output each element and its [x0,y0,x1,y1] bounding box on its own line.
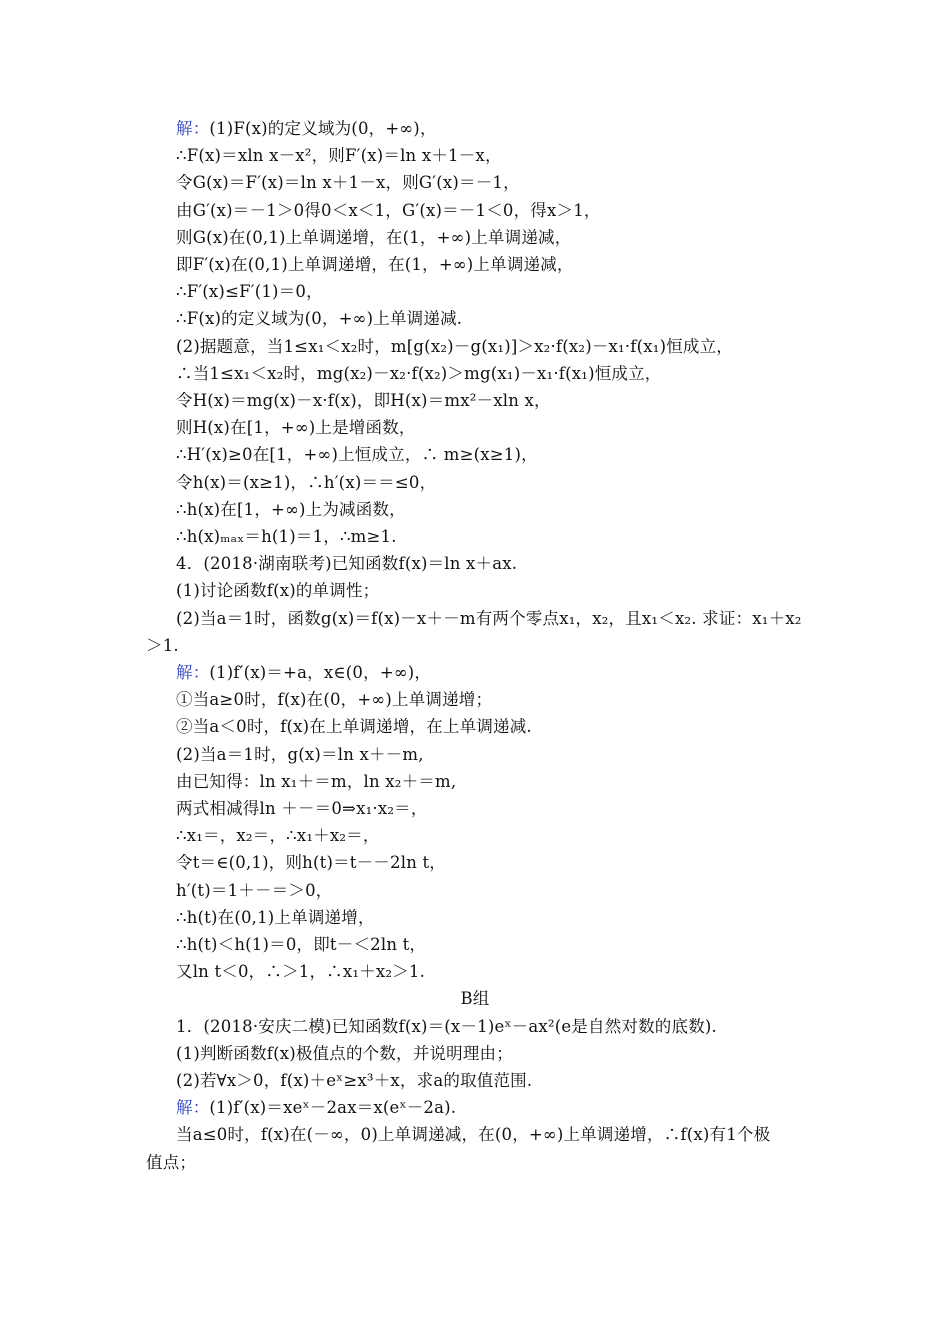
line-text: (1)F(x)的定义域为(0，+∞)， [209,119,437,138]
text-line [176,335,733,359]
solution-label: 解： [176,663,210,682]
line-text: 由已知得：ln x₁＋＝m，ln x₂＋＝m, [176,771,457,791]
line-text: 令G(x)＝F′(x)＝ln x＋1－x，则G′(x)＝－1， [176,173,520,193]
line-text: ∴F(x)的定义域为(0，+∞)上单调递减. [176,309,463,329]
line-text: (2)据题意，当1≤x₁＜x₂时，m[g(x₂)－g(x₁)]＞x₂·f(x₂)－x₁·f(x₁)恒成立， [176,336,734,356]
text-line [176,552,517,576]
text-line [176,1123,770,1147]
text-line [176,960,425,984]
line-text: (1)f′(x)＝xeˣ－2ax＝x(eˣ－2a). [209,1098,457,1118]
line-text: ∴h(x)ₘₐₓ＝h(1)＝1，∴m≥1. [176,527,397,546]
text-line [176,797,428,821]
text-line [176,525,397,549]
text-line [176,498,406,522]
text-line [176,144,502,168]
line-text: 值点； [146,1152,197,1172]
text-line [176,226,571,250]
text-line [176,171,520,195]
line-text: ∴x₁＝，x₂＝，∴x₁＋x₂＝， [176,826,380,846]
line-text: ∴h(t)在(0,1)上单调递增， [176,907,375,927]
text-line [146,1151,196,1175]
line-text: 1．(2018·安庆二模)已知函数f(x)＝(x－1)eˣ－ax²(e是自然对数的底数). [176,1016,717,1036]
text-line [176,1015,717,1039]
section-heading [0,987,950,1011]
text-line [176,743,424,767]
line-text: 即F′(x)在(0,1)上单调递增，在(1，+∞)上单调递减， [176,255,574,274]
solution-label: 解： [176,119,210,138]
line-text: 当a≤0时，f(x)在(－∞，0)上单调递减，在(0，+∞)上单调递增，∴f(x)有1个极 [176,1125,771,1145]
line-text: 令h(x)＝(x≥1)，∴h′(x)＝＝≤0， [176,472,437,492]
line-text: ∴F(x)＝xln x－x²，则F′(x)＝ln x＋1－x， [176,146,502,166]
line-text: (1)f′(x)＝+a，x∈(0，+∞)， [209,663,432,682]
line-text: 则G(x)在(0,1)上单调递增，在(1，+∞)上单调递减， [176,227,572,247]
line-text: 又ln t＜0，∴＞1，∴x₁＋x₂＞1. [176,962,426,982]
text-line [176,416,416,440]
line-text: 4．(2018·湖南联考)已知函数f(x)＝ln x＋ax. [176,554,518,574]
text-line [176,443,538,467]
text-line [176,607,802,631]
line-text: ∴h(x)在[1，+∞)上为减函数， [176,499,406,519]
line-text: B组 [460,989,490,1009]
line-text: (1)讨论函数f(x)的单调性； [176,581,380,601]
text-line [176,661,431,685]
text-line [176,280,323,304]
line-text: ∴F′(x)≤F′(1)＝0， [176,282,323,302]
text-line [176,389,551,413]
text-line [176,879,332,903]
line-text: ∴h(t)＜h(1)＝0，即t－＜2ln t， [176,935,427,954]
line-text: ＞1. [146,635,179,655]
line-text: (1)判断函数f(x)极值点的个数，并说明理由； [176,1043,513,1063]
text-line [176,199,601,223]
line-text: h′(t)＝1＋－＝＞0， [176,880,333,900]
text-line [176,770,456,794]
text-line [176,253,574,277]
line-text: (2)当a＝1时，g(x)＝ln x＋－m, [176,744,424,764]
line-text: ∴当1≤x₁＜x₂时，mg(x₂)－x₂·f(x₂)＞mg(x₁)－x₁·f(x₁)恒成立， [176,363,662,383]
text-line [176,579,379,603]
line-text: ∴H′(x)≥0在[1，+∞)上恒成立，∴ m≥(x≥1)， [176,445,538,465]
line-text: ②当a＜0时，f(x)在上单调递增，在上单调递减. [176,717,532,737]
line-text: 令t＝∈(0,1)，则h(t)＝t－－2ln t， [176,853,446,873]
text-line [176,933,426,957]
line-text: ①当a≥0时，f(x)在(0，+∞)上单调递增； [176,690,493,710]
line-text: (2)若∀x＞0，f(x)＋eˣ≥x³＋x，求a的取值范围. [176,1071,533,1090]
text-line [176,117,437,141]
text-line [176,1096,456,1120]
text-line [176,471,436,495]
text-line [176,688,492,712]
text-line [146,634,179,658]
text-line [176,1042,513,1066]
line-text: 则H(x)在[1，+∞)上是增函数， [176,418,416,438]
text-line [176,715,532,739]
line-text: 令H(x)＝mg(x)－x·f(x)，即H(x)＝mx²－xln x， [176,391,551,410]
line-text: (2)当a＝1时，函数g(x)＝f(x)－x＋－m有两个零点x₁，x₂，且x₁＜x₂. 求证：x₁＋x₂ [176,608,802,628]
text-line [176,307,462,331]
line-text: 由G′(x)＝－1＞0得0＜x＜1，G′(x)＝－1＜0，得x＞1， [176,200,601,220]
text-line [176,362,662,386]
text-line [176,1069,532,1093]
text-line [176,851,446,875]
line-text: 两式相减得ln ＋－＝0⇒x₁·x₂＝， [176,799,428,818]
text-line [176,824,380,848]
solution-label: 解： [176,1098,210,1118]
text-line [176,906,375,930]
